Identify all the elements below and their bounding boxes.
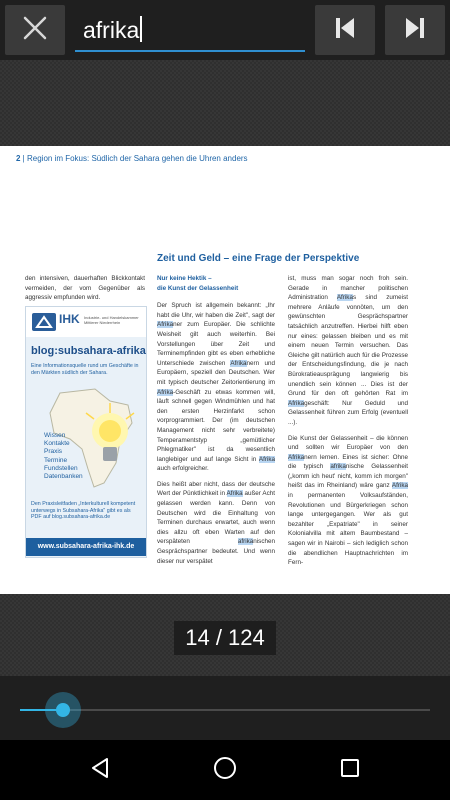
ihk-header bbox=[26, 307, 146, 337]
recents-button[interactable] bbox=[325, 750, 375, 790]
back-triangle-icon bbox=[88, 756, 112, 785]
ad-feature-list bbox=[44, 432, 83, 481]
running-head: 2 | Region im Fokus: Südlich der Sahara gehen die Uhren anders bbox=[16, 154, 248, 163]
page-counter: 14 / 124 bbox=[174, 621, 276, 655]
skip-next-icon bbox=[403, 16, 427, 45]
section-subheading: Nur keine Hektik – bbox=[157, 275, 212, 282]
page-seekbar[interactable] bbox=[20, 709, 430, 711]
close-search-button[interactable] bbox=[5, 5, 65, 55]
ad-footer-text: Den Praxisleitfaden „Interkulturell kompetent unterwegs in Subsahara-Afrika" gibt es als PDF auf blog.subsahara-afrika.de bbox=[31, 501, 136, 520]
system-navigation-bar bbox=[0, 740, 450, 800]
ihk-name: IHK bbox=[59, 312, 80, 326]
ad-description: Eine Informationsquelle rund um Geschäfte in den Märkten südlich der Sahara. bbox=[31, 363, 139, 376]
recents-square-icon bbox=[338, 756, 362, 785]
ihk-advertisement bbox=[25, 306, 147, 558]
previous-result-button[interactable] bbox=[315, 5, 375, 55]
close-icon bbox=[22, 15, 48, 46]
section-subheading: die Kunst der Gelassenheit bbox=[157, 284, 239, 292]
skip-previous-icon bbox=[333, 16, 357, 45]
list-item: Wissen bbox=[44, 432, 66, 439]
list-item: Kontakte bbox=[44, 440, 70, 448]
ihk-logo-icon bbox=[32, 313, 56, 331]
text-column-3: ist, muss man sogar noch froh sein. Gerade in mancher politischen Administration Afrikas sind zumeist mehrere Anläufe vonnöten, um den gewünschten Gesprächspartner tatsächlich anzutreffen. Hierbei hilft eben nur eines: gelassen bleiben und es mit einem neuen Termin versuchen. Das Gleiche gilt natürlich auch für die Prozesse der Entscheidungsfindung, die je nach Bürokratieausprägung langwierig bis unendlich sein können ... Dies ist der Grund für den oft gehörten Rat im Afrikageschäft: Nur Geduld und Gelassenheit führen zum Erfolg (eventuell ...). Die Kunst der Gelassenheit – die können und sollten wir Europäer von den Afrikanern lernen. Eines ist sicher: Ohne die typisch afrikanische Gelassenheit („komm ich heut' nicht, komm ich morgen" heißt das im Rheinland) wäre ganz Afrika in permanenten Volksaufständen, Revolutionen und Bürgerkriegen schon lange untergegangen. Wer als gut bezahlter „Expatriate" in seiner Kolonialvilla mit altem Baumbestand – sagen wir in Nairobi – sich lediglich schon die abendlichen Hauptnachrichten im Fern- bbox=[288, 275, 408, 567]
article-title: Zeit und Geld – eine Frage der Perspektive bbox=[157, 253, 360, 264]
seekbar-thumb[interactable] bbox=[45, 692, 81, 728]
home-circle-icon bbox=[212, 755, 238, 786]
back-button[interactable] bbox=[75, 750, 125, 790]
search-query: afrika bbox=[83, 17, 140, 43]
list-item: Termine bbox=[44, 456, 68, 464]
viewer-background bbox=[0, 60, 450, 146]
search-input[interactable] bbox=[75, 8, 305, 52]
text-column-2: Nur keine Hektik – die Kunst der Gelassenheit Der Spruch ist allgemein bekannt: „Ihr habt die Uhr, wir haben die Zeit", sagt der Afrikaner zum Europäer. Die schlichte Weisheit gilt auch weiterhin. Bei Vorstellungen über Zeit und Terminempfinden gibt es eben erhebliche Unterschiede zwischen Afrikanern und Europäern, speziell den Deutschen. Wer mit typisch deutscher Zeitorientierung im Afrika-Geschäft zu etwas kommen will, läuft schnell gegen Windmühlen und hat den ersten Herzinfarkt schon vorprogrammiert. Der (im deutschen Management nicht sehr verbreitete) Temperamentstyp „gemütlicher Phlegmatiker" ist da wesentlich langlebiger und auf lange Sicht in Afrika auch erfolgreicher. Dies heißt aber nicht, dass der deutsche Wert der Pünktlichkeit in Afrika außer Acht gelassen werden kann. Denn von Deutschen wird die Einhaltung von Terminen durchaus erwartet, auch wenn dies allzu oft eben Warten auf den verspäteten afrikanischen Gesprächspartner bedeutet. Und wenn dieser nur verspätet bbox=[157, 275, 275, 565]
seekbar-thumb-dot bbox=[56, 703, 70, 717]
blog-title: blog:subsahara-afrika bbox=[31, 345, 146, 357]
list-item: Fundstellen bbox=[44, 464, 78, 472]
ihk-subtitle: Industrie- und Handelskammer Mittlerer Niederrhein bbox=[84, 315, 139, 325]
list-item: Praxis bbox=[44, 448, 63, 456]
text-caret bbox=[140, 16, 142, 42]
text-column-1: den intensiven, dauerhaften Blickkontakt vermeiden, der vom Gegenüber als aggressiv empfunden wird. bbox=[25, 275, 145, 302]
ad-url: www.subsahara-afrika-ihk.de bbox=[26, 538, 146, 556]
search-toolbar bbox=[0, 0, 450, 60]
pdf-page[interactable] bbox=[0, 146, 450, 594]
page-seekbar-area bbox=[0, 676, 450, 740]
next-result-button[interactable] bbox=[385, 5, 445, 55]
home-button[interactable] bbox=[200, 750, 250, 790]
list-item: Datenbanken bbox=[44, 473, 83, 481]
